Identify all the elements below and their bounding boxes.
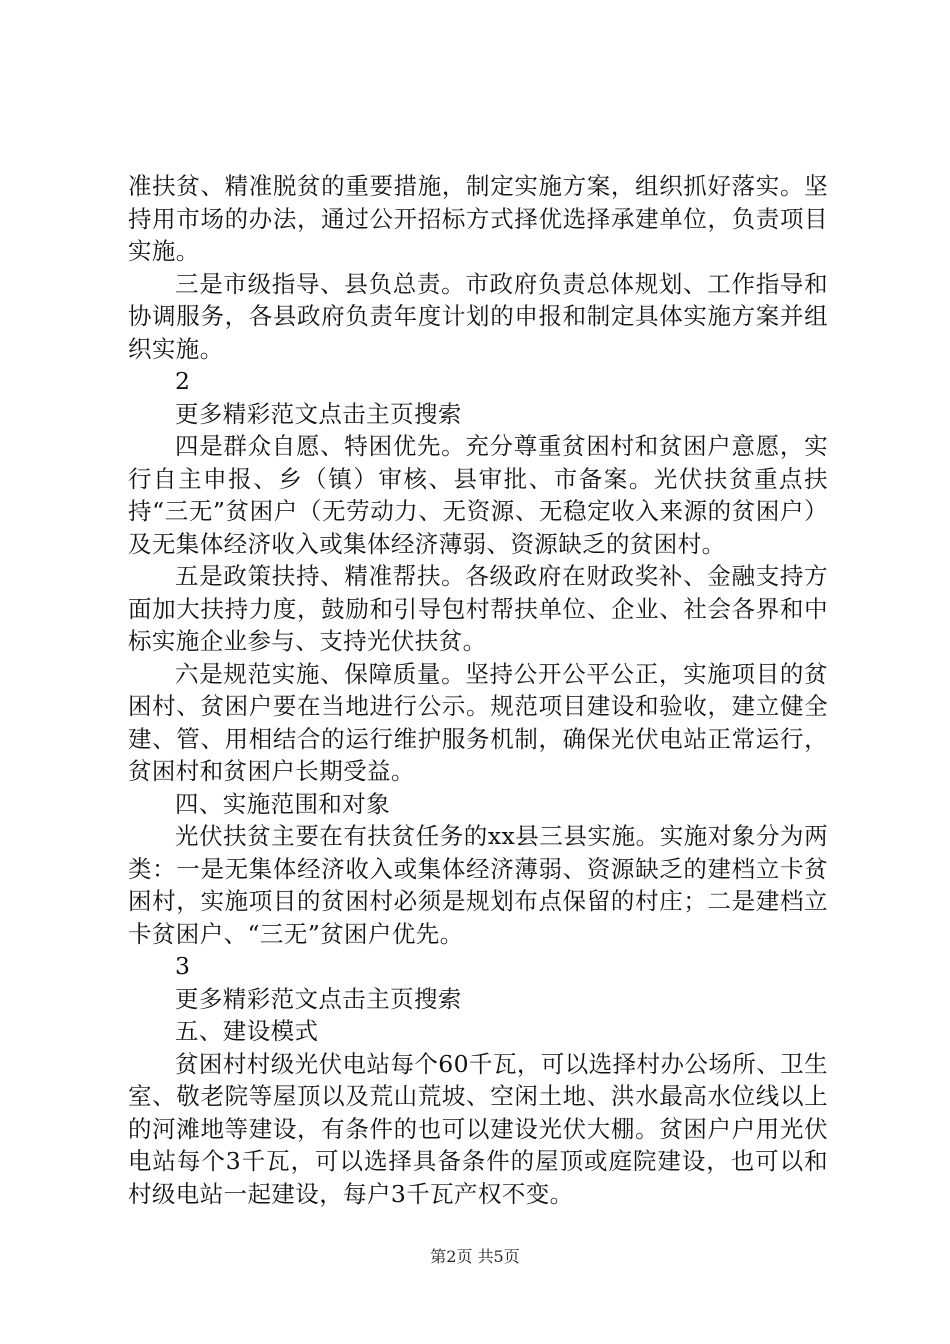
page-footer: 第2页 共5页 bbox=[430, 1247, 520, 1266]
watermark-line: 更多精彩范文点击主页搜索 bbox=[175, 399, 462, 428]
paragraph-continuation: 准扶贫、精准脱贫的重要措施，制定实施方案，组织抓好落实。坚持用市场的办法，通过公开招标方式择优选择承建单位，负责项目实施。 bbox=[128, 172, 828, 265]
document-body bbox=[128, 170, 828, 1210]
paragraph-scope: 光伏扶贫主要在有扶贫任务的xx县三县实施。实施对象分为两类：一是无集体经济收入或集体经济薄弱、资源缺乏的建档立卡贫困村，实施项目的贫困村必须是规划布点保留的村庄；二是建档立卡贫困户、“三无”贫困户优先。 bbox=[128, 822, 828, 948]
page-number-marker: 3 bbox=[175, 952, 191, 980]
paragraph-model: 贫困村村级光伏电站每个60千瓦，可以选择村办公场所、卫生室、敬老院等屋顶以及荒山荒坡、空闲土地、洪水最高水位线以上的河滩地等建设，有条件的也可以建设光伏大棚。贫困户户用光伏电站每个3千瓦，可以选择具备条件的屋顶或庭院建设，也可以和村级电站一起建设，每户3千瓦产权不变。 bbox=[128, 1049, 828, 1208]
section-heading-model: 五、建设模式 bbox=[175, 1017, 319, 1045]
page-number-marker: 2 bbox=[175, 367, 191, 395]
paragraph-principle-six: 六是规范实施、保障质量。坚持公开公平公正，实施项目的贫困村、贫困户要在当地进行公示。规范项目建设和验收，建立健全建、管、用相结合的运行维护服务机制，确保光伏电站正常运行，贫困村和贫困户长期受益。 bbox=[128, 659, 828, 785]
paragraph-principle-three: 三是市级指导、县负总责。市政府负责总体规划、工作指导和协调服务，各县政府负责年度计划的申报和制定具体实施方案并组织实施。 bbox=[128, 269, 828, 363]
paragraph-principle-five: 五是政策扶持、精准帮扶。各级政府在财政奖补、金融支持方面加大扶持力度，鼓励和引导包村帮扶单位、企业、社会各界和中标实施企业参与、支持光伏扶贫。 bbox=[128, 562, 828, 655]
paragraph-principle-four: 四是群众自愿、特困优先。充分尊重贫困村和贫困户意愿，实行自主申报、乡（镇）审核、县审批、市备案。光伏扶贫重点扶持“三无”贫困户（无劳动力、无资源、无稳定收入来源的贫困户）及无集体经济收入或集体经济薄弱、资源缺乏的贫困村。 bbox=[128, 432, 828, 558]
watermark-line: 更多精彩范文点击主页搜索 bbox=[175, 984, 462, 1013]
section-heading-scope: 四、实施范围和对象 bbox=[175, 789, 391, 818]
